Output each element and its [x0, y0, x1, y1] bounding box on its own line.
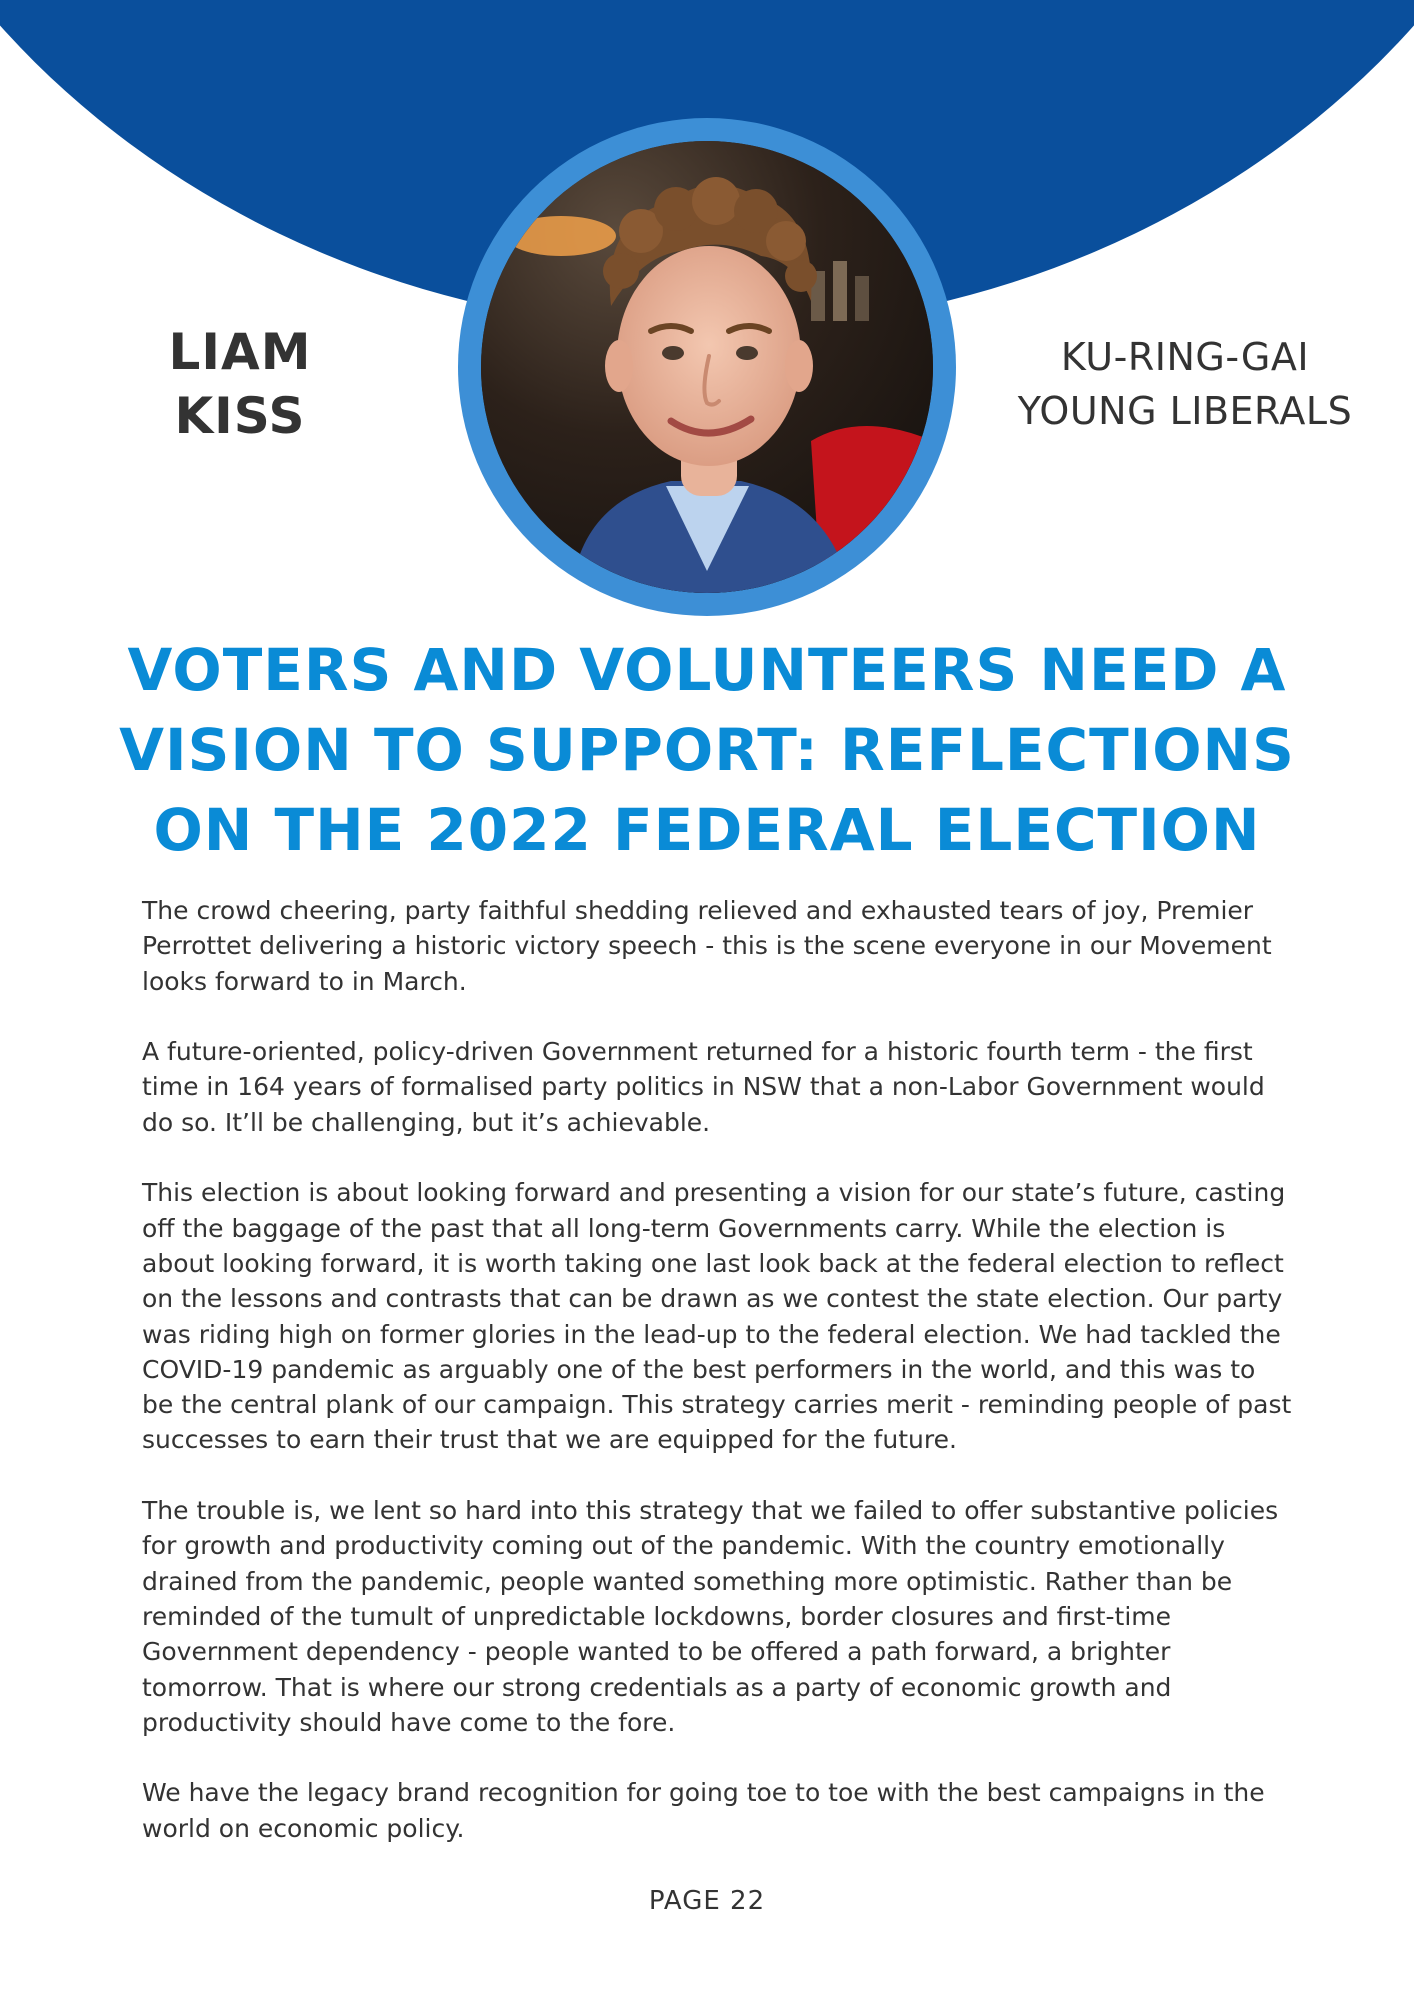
- article-paragraph-4: The trouble is, we lent so hard into this strategy that we failed to offer substantive policies for growth and productivity coming out of the pandemic. With the country emotionally drained from the pandemic, people wanted something more optimistic. Rather than be reminded of the tumult of unpredictable lockdowns, border closures and first-time Government dependency - people wanted to be offered a path forward, a brighter tomorrow. That is where our strong credentials as a party of economic growth and productivity should have come to the fore.: [142, 1496, 1279, 1737]
- headline-line-2: VISION TO SUPPORT: REFLECTIONS: [119, 716, 1295, 784]
- author-name: [130, 320, 350, 448]
- author-photo: [481, 141, 933, 593]
- author-photo-illustration: [481, 141, 933, 593]
- article-paragraph-5: We have the legacy brand recognition for going toe to toe with the best campaigns in the world on economic policy.: [142, 1778, 1265, 1843]
- article-headline: [90, 630, 1324, 870]
- article-paragraph-2: A future-oriented, policy-driven Government returned for a historic fourth term - the first time in 164 years of formalised party politics in NSW that a non-Labor Government would do so. It’ll be challenging, but it’s achievable.: [142, 1037, 1265, 1137]
- article-paragraph-3: This election is about looking forward and presenting a vision for our state’s future, casting off the baggage of the past that all long-term Governments carry. While the election is about looking forward, it is worth taking one last look back at the federal election to reflect on the lessons and contrasts that can be drawn as we contest the state election. Our party was riding high on former glories in the lead-up to the federal election. We had tackled the COVID-19 pandemic as arguably one of the best performers in the world, and this was to be the central plank of our campaign. This strategy carries merit - reminding people of past successes to earn their trust that we are equipped for the future.: [142, 1178, 1292, 1455]
- headline-line-3: ON THE 2022 FEDERAL ELECTION: [153, 796, 1261, 864]
- article-body: [142, 893, 1292, 1881]
- article-paragraph-1: The crowd cheering, party faithful shedding relieved and exhausted tears of joy, Premier Perrottet delivering a historic victory speech - this is the scene everyone in our Movement looks forward to in March.: [142, 896, 1272, 996]
- headline-line-1: VOTERS AND VOLUNTEERS NEED A: [127, 636, 1287, 704]
- organisation-line-2: YOUNG LIBERALS: [1017, 389, 1353, 433]
- organisation-line-1: KU-RING-GAI: [1060, 335, 1310, 379]
- organisation-name: [990, 330, 1380, 438]
- page-number: PAGE 22: [648, 1886, 766, 1916]
- author-first-name: LIAM: [168, 323, 312, 381]
- author-last-name: KISS: [174, 387, 306, 445]
